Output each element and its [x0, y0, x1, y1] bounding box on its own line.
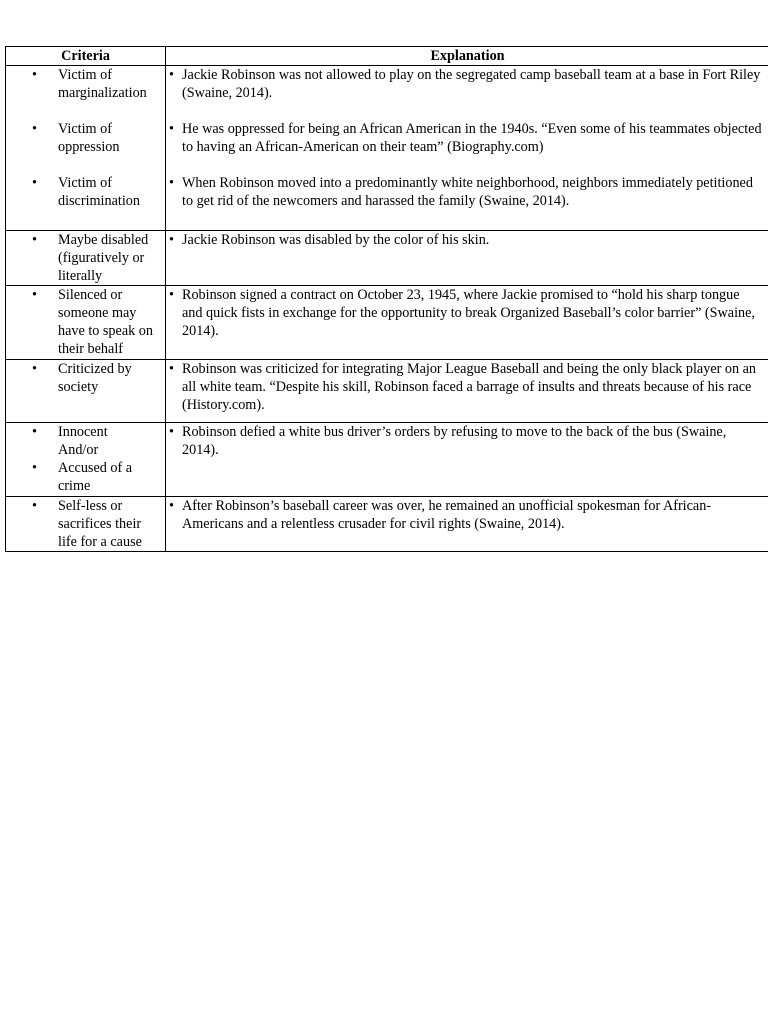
bullet-icon: • — [32, 67, 37, 83]
criteria-cell — [6, 231, 166, 286]
explanation-header: Explanation — [166, 47, 768, 66]
bullet-icon: • — [32, 175, 37, 191]
explanation-item: • He was oppressed for being an African American in the 1940s. “Even some of his teammates objected to having an African-American on their team” (Biography.com) — [169, 121, 762, 155]
bullet-icon: • — [32, 460, 37, 476]
criteria-item: • Self-less or sacrifices their life for a cause — [32, 498, 142, 550]
criteria-item: • Maybe disabled (figuratively or literally — [32, 232, 149, 284]
bullet-icon: • — [169, 361, 174, 377]
bullet-icon: • — [169, 121, 174, 137]
explanation-cell — [166, 360, 768, 423]
criteria-item: • Innocent — [32, 424, 108, 440]
explanation-item: • When Robinson moved into a predominantly white neighborhood, neighbors immediately petitioned to get rid of the newcomers and harassed the family (Swaine, 2014). — [169, 175, 753, 209]
criteria-item: • Accused of a crime — [32, 460, 133, 494]
criteria-item: • Victim of discrimination — [32, 175, 140, 209]
table-row — [6, 231, 768, 286]
criteria-item: • Victim of marginalization — [32, 67, 147, 101]
criteria-item: • Victim of oppression — [32, 121, 120, 155]
bullet-icon: • — [169, 287, 174, 303]
bullet-icon: • — [32, 498, 37, 514]
explanation-cell — [166, 497, 768, 552]
criteria-item: • Criticized by society — [32, 361, 132, 395]
bullet-icon: • — [169, 175, 174, 191]
explanation-cell — [166, 286, 768, 360]
criteria-item: And/or — [58, 442, 99, 458]
criteria-cell — [6, 286, 166, 360]
explanation-item: • Robinson signed a contract on October 23, 1945, where Jackie promised to “hold his sharp tongue and quick fists in exchange for the opportunity to break Organized Baseball’s color barrier” (Swaine, 2014). — [169, 287, 755, 339]
explanation-item: • Jackie Robinson was not allowed to play on the segregated camp baseball team at a base in Fort Riley (Swaine, 2014). — [169, 67, 761, 101]
table-row — [6, 360, 768, 423]
criteria-cell — [6, 497, 166, 552]
explanation-cell — [166, 231, 768, 286]
bullet-icon: • — [169, 424, 174, 440]
table-row — [6, 423, 768, 497]
table-row — [6, 66, 768, 231]
explanation-item: • Jackie Robinson was disabled by the color of his skin. — [169, 232, 490, 248]
criteria-header: Criteria — [6, 47, 166, 66]
criteria-explanation-table — [5, 46, 768, 552]
table-row — [6, 497, 768, 552]
header-row — [6, 47, 768, 66]
bullet-icon: • — [169, 232, 174, 248]
explanation-item: • Robinson was criticized for integrating Major League Baseball and being the only black player on an all white team. “Despite his skill, Robinson faced a barrage of insults and threats because of his race (History.com). — [169, 361, 757, 413]
bullet-icon: • — [32, 361, 37, 377]
bullet-icon: • — [32, 287, 37, 303]
bullet-icon: • — [32, 121, 37, 137]
explanation-cell — [166, 66, 768, 231]
explanation-item: • Robinson defied a white bus driver’s orders by refusing to move to the back of the bus (Swaine, 2014). — [169, 424, 727, 458]
bullet-icon: • — [169, 67, 174, 83]
bullet-icon: • — [32, 232, 37, 248]
criteria-cell — [6, 360, 166, 423]
explanation-cell — [166, 423, 768, 497]
bullet-icon: • — [169, 498, 174, 514]
bullet-icon: • — [32, 424, 37, 440]
criteria-item: • Silenced or someone may have to speak on their behalf — [32, 287, 153, 357]
explanation-item: • After Robinson’s baseball career was over, he remained an unofficial spokesman for African-Americans and a relentless crusader for civil rights (Swaine, 2014). — [169, 498, 712, 532]
criteria-cell — [6, 423, 166, 497]
table-row — [6, 286, 768, 360]
criteria-cell — [6, 66, 166, 231]
